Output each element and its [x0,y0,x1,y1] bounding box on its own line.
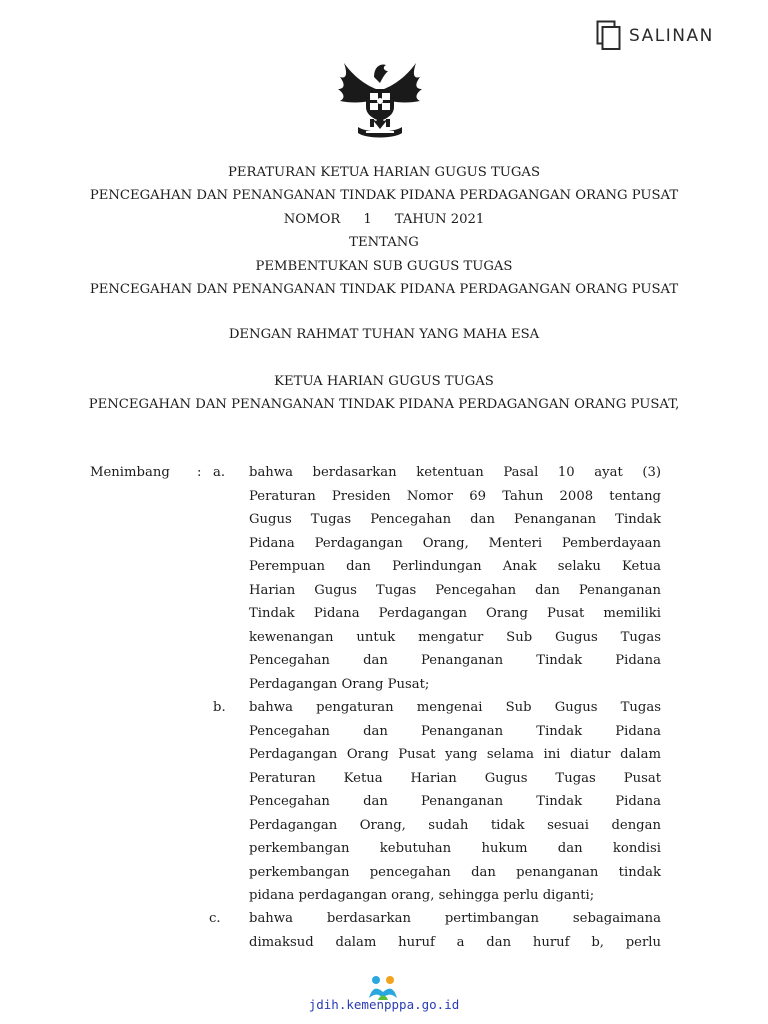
text-line: Peraturan Ketua Harian Gugus Tugas Pusat [249,770,661,786]
item-text [249,461,661,696]
text-line: Tindak Pidana Perdagangan Orang Pusat memiliki [249,606,661,621]
text-line: bahwa pengaturan mengenai Sub Gugus Tugas [249,700,661,715]
item-letter: c. [209,911,221,926]
ketua-line2: PENCEGAHAN DAN PENANGANAN TINDAK PIDANA PERDAGANGAN ORANG PUSAT, [88,397,680,413]
text-line: Pidana Perdagangan Orang, Menteri Pemberdayaan [249,535,661,551]
heading-title-line2: PENCEGAHAN DAN PENANGANAN TINDAK PIDANA PERDAGANGAN ORANG PUSAT [89,188,679,204]
rahmat-text: DENGAN RAHMAT TUHAN YANG MAHA ESA [228,327,540,342]
ketua-line1: KETUA HARIAN GUGUS TUGAS [274,374,494,389]
text-line: bahwa berdasarkan ketentuan Pasal 10 ayat (3) [249,465,661,480]
regulation-heading [0,161,768,301]
text-line: kewenangan untuk mengatur Sub Gugus Tugas [249,629,661,645]
garuda-pancasila-emblem [336,55,424,139]
subject-line2: PENCEGAHAN DAN PENANGANAN TINDAK PIDANA PERDAGANGAN ORANG PUSAT [89,282,679,298]
item-text [249,696,661,908]
text-line: Perdagangan Orang Pusat; [249,676,430,692]
text-line: perkembangan pencegahan dan penanganan tindak [249,864,661,880]
text-line: Pencegahan dan Penanganan Tindak Pidana [249,794,661,809]
text-line: bahwa berdasarkan pertimbangan sebagaimana [249,911,661,926]
heading-title-line1: PERATURAN KETUA HARIAN GUGUS TUGAS [228,165,540,180]
text-line: pidana perdagangan orang, sehingga perlu diganti; [249,888,595,903]
footer-url[interactable]: jdih.kemenpppa.go.id [308,997,460,1012]
text-line: Perdagangan Orang, sudah tidak sesuai dengan [249,817,661,833]
subject-line1: PEMBENTUKAN SUB GUGUS TUGAS [255,258,513,274]
item-text [249,907,661,954]
menimbang-label: Menimbang [90,465,170,480]
ketua-heading [0,370,768,417]
nomor-label: NOMOR [283,211,341,227]
nomor-value: 1 [363,211,372,227]
salinan-badge [596,20,714,52]
text-line: Perdagangan Orang Pusat yang selama ini diatur dalam [249,747,661,762]
text-line: Peraturan Presiden Nomor 69 Tahun 2008 tentang [249,488,661,504]
item-letter: a. [213,465,226,480]
item-letter: b. [213,700,226,715]
text-line: Pencegahan dan Penanganan Tindak Pidana [249,723,661,739]
text-line: Harian Gugus Tugas Pencegahan dan Penanganan [249,582,661,598]
text-line: dimaksud dalam huruf a dan huruf b, perlu [249,934,661,950]
rahmat-line [0,323,768,346]
document-copy-icon [596,20,624,52]
tentang-label: TENTANG [349,235,419,251]
text-line: Perempuan dan Perlindungan Anak selaku Ketua [249,559,661,574]
menimbang-colon: : [197,465,202,480]
salinan-label: SALINAN [629,26,714,46]
tahun-label: TAHUN 2021 [394,211,485,227]
heading-number-line [0,208,768,231]
text-line: Gugus Tugas Pencegahan dan Penanganan Tindak [249,512,661,527]
text-line: perkembangan kebutuhan hukum dan kondisi [249,841,661,856]
text-line: Pencegahan dan Penanganan Tindak Pidana [249,653,661,668]
